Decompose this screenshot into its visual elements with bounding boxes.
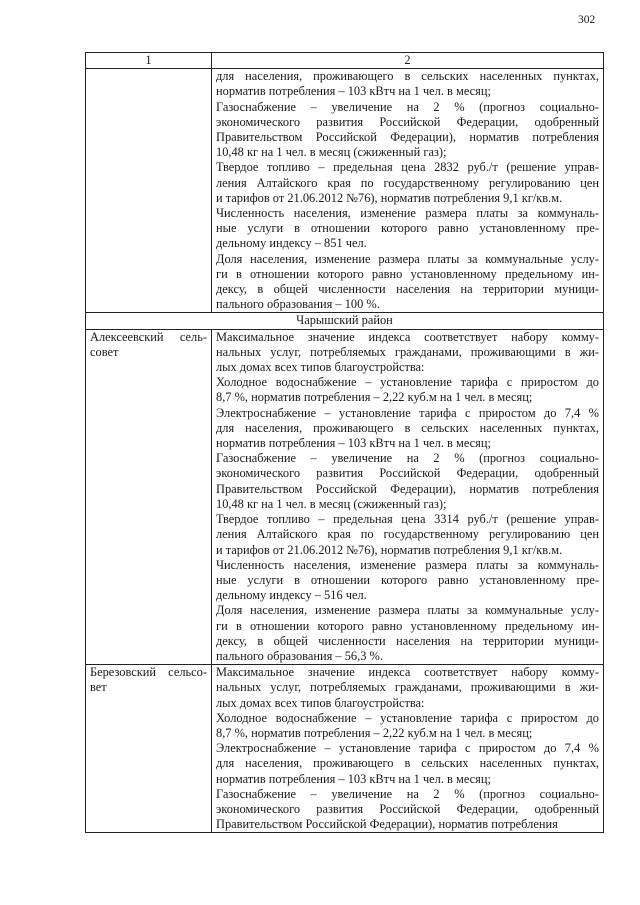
text-line: для населения, проживающего в сельских населенных пунктах,: [216, 420, 599, 435]
text-line: Газоснабжение – увеличение на 2 % (прогноз социально-: [216, 99, 599, 114]
text-line: дельному индексу – 516 чел.: [216, 588, 367, 603]
text-line: Доля населения, изменение размера платы за коммунальные услу-: [216, 603, 599, 618]
description-cell: [212, 69, 604, 313]
paragraph: [216, 375, 599, 405]
text-line: Электроснабжение – установление тарифа с приростом до 7,4 %: [216, 405, 599, 420]
text-line: ные услуги в отношении которого равно установленному пре-: [216, 572, 599, 587]
text-line: экономического развития Российской Федерации, одобренный: [216, 466, 599, 481]
text-line: Электроснабжение – установление тарифа с приростом до 7,4 %: [216, 741, 599, 756]
text-line: 10,48 кг на 1 чел. в месяц (сжиженный газ);: [216, 145, 447, 160]
text-line: Газоснабжение – увеличение на 2 % (прогноз социально-: [216, 786, 599, 801]
text-line: экономического развития Российской Федерации, одобренный: [216, 114, 599, 129]
text-line: лых домах всех типов благоустройства:: [216, 360, 425, 375]
text-line: норматив потребления – 103 кВтч на 1 чел. в месяц;: [216, 771, 491, 786]
paragraph: [216, 100, 599, 161]
table-row: [86, 329, 604, 664]
text-line: 8,7 %, норматив потребления – 2,22 куб.м на 1 чел. в месяц;: [216, 725, 533, 740]
text-line: нальных услуг, потребляемых гражданами, проживающими в жи-: [216, 680, 599, 695]
text-line: Доля населения, изменение размера платы за коммунальные услу-: [216, 251, 599, 266]
text-line: норматив потребления – 103 кВтч на 1 чел. в месяц;: [216, 436, 491, 451]
text-line: Численность населения, изменение размера платы за коммуналь-: [216, 557, 599, 572]
paragraph: [216, 512, 599, 558]
settlement-name: Алексеевский сель-: [90, 329, 207, 344]
table-row: [86, 665, 604, 833]
settlement-name: совет: [90, 344, 119, 359]
text-line: Правительством Российской Федерации), норматив потребления: [216, 130, 599, 145]
paragraph: [216, 206, 599, 252]
text-line: экономического развития Российской Федерации, одобренный: [216, 801, 599, 816]
text-line: нальных услуг, потребляемых гражданами, проживающими в жи-: [216, 344, 599, 359]
paragraph: [216, 711, 599, 741]
text-line: Газоснабжение – увеличение на 2 % (прогноз социально-: [216, 451, 599, 466]
settlement-name-cell: [86, 69, 212, 313]
text-line: ги в отношении которого равно установленному предельному ин-: [216, 618, 599, 633]
text-line: дексу, в общей численности населения на территории муници-: [216, 282, 599, 297]
text-line: пального образования – 100 %.: [216, 297, 380, 312]
text-line: норматив потребления – 103 кВтч на 1 чел. в месяц;: [216, 84, 491, 99]
text-line: Правительством Российской Федерации), норматив потребления: [216, 817, 558, 832]
paragraph: [216, 741, 599, 787]
paragraph: [216, 330, 599, 376]
paragraph: [216, 406, 599, 452]
text-line: ги в отношении которого равно установленному предельному ин-: [216, 266, 599, 281]
text-line: Твердое топливо – предельная цена 2832 руб./т (решение управ-: [216, 160, 599, 175]
tariff-table: [85, 52, 604, 833]
text-line: и тарифов от 21.06.2012 №76), норматив потребления 9,1 кг/кв.м.: [216, 542, 563, 557]
paragraph: [216, 787, 599, 833]
paragraph: [216, 160, 599, 206]
text-line: ления Алтайского края по государственному регулированию цен: [216, 527, 599, 542]
text-line: для населения, проживающего в сельских населенных пунктах,: [216, 756, 599, 771]
settlement-name-cell: [86, 665, 212, 833]
settlement-name-cell: [86, 329, 212, 664]
description-cell: [212, 665, 604, 833]
settlement-name: Березовский сельсо-: [90, 665, 207, 680]
paragraph: [216, 252, 599, 313]
text-line: Максимальное значение индекса соответствует набору комму-: [216, 329, 599, 344]
column-number-1: 1: [86, 53, 212, 69]
table-row-continuation: [86, 69, 604, 313]
text-line: Твердое топливо – предельная цена 3314 руб./т (решение управ-: [216, 512, 599, 527]
text-line: Холодное водоснабжение – установление тарифа с приростом до: [216, 710, 599, 725]
text-line: 8,7 %, норматив потребления – 2,22 куб.м на 1 чел. в месяц;: [216, 390, 533, 405]
text-line: Максимальное значение индекса соответствует набору комму-: [216, 665, 599, 680]
text-line: Правительством Российской Федерации), норматив потребления: [216, 481, 599, 496]
text-line: дельному индексу – 851 чел.: [216, 236, 367, 251]
column-number-2: 2: [212, 53, 604, 69]
district-row: [86, 313, 604, 329]
text-line: Численность населения, изменение размера платы за коммуналь-: [216, 206, 599, 221]
text-line: и тарифов от 21.06.2012 №76), норматив потребления 9,1 кг/кв.м.: [216, 190, 563, 205]
table-header-row: [86, 53, 604, 69]
text-line: Холодное водоснабжение – установление тарифа с приростом до: [216, 375, 599, 390]
paragraph: [216, 558, 599, 604]
text-line: пального образования – 56,3 %.: [216, 648, 383, 663]
paragraph: [216, 665, 599, 711]
text-line: ления Алтайского края по государственному регулированию цен: [216, 175, 599, 190]
description-cell: [212, 329, 604, 664]
text-line: ные услуги в отношении которого равно установленному пре-: [216, 221, 599, 236]
paragraph: [216, 69, 599, 99]
settlement-name: вет: [90, 680, 107, 695]
paragraph: [216, 603, 599, 664]
text-line: 10,48 кг на 1 чел. в месяц (сжиженный газ);: [216, 496, 447, 511]
paragraph: [216, 451, 599, 512]
district-name: Чарышский район: [86, 313, 604, 329]
text-line: лых домах всех типов благоустройства:: [216, 695, 425, 710]
text-line: дексу, в общей численности населения на территории муници-: [216, 633, 599, 648]
text-line: для населения, проживающего в сельских населенных пунктах,: [216, 69, 599, 84]
page-number: 302: [578, 14, 596, 26]
